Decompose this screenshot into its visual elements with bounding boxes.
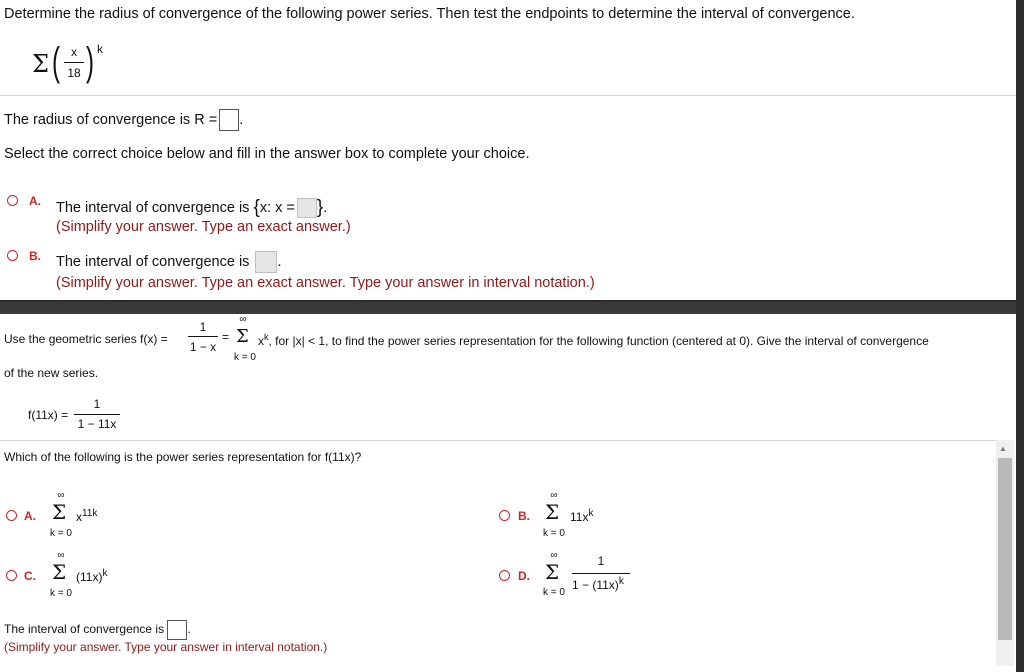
right-border	[1016, 0, 1024, 672]
option-b-text	[56, 251, 282, 273]
geo-x: x	[258, 334, 264, 348]
geo-for: , for	[268, 334, 290, 348]
choice-d-sigma: Σ	[545, 560, 560, 584]
func-denominator: 1 − 11x	[77, 417, 117, 431]
option-a-hint: (Simplify your answer. Type an exact answer.)	[56, 219, 351, 235]
geo-xk	[258, 332, 929, 348]
interval-period: .	[187, 622, 191, 637]
choice-d-top: ∞	[550, 550, 558, 561]
option-b-hint: (Simplify your answer. Type an exact answer. Type your answer in interval notation.)	[56, 275, 595, 291]
option-a-period: .	[323, 200, 328, 216]
geo-denominator: 1 − x	[189, 340, 217, 354]
choice-d-radio[interactable]	[499, 570, 510, 581]
option-a-text	[56, 197, 327, 219]
choice-b-sigma: Σ	[545, 500, 560, 524]
choice-c-letter: C.	[24, 569, 36, 583]
panel-gap	[0, 302, 1024, 314]
radius-label: The radius of convergence is R =	[4, 111, 218, 128]
radius-period: .	[239, 111, 244, 128]
separator	[0, 95, 1016, 96]
choice-a-base: x	[76, 510, 82, 524]
choice-c-exp: k	[102, 568, 108, 579]
choice-b-radio[interactable]	[499, 510, 510, 521]
series-exponent: k	[97, 42, 103, 56]
choice-b-top: ∞	[550, 490, 558, 501]
geo-sum-top: ∞	[239, 314, 247, 325]
option-a-answer-box[interactable]	[297, 198, 317, 218]
func-fraction-bar	[74, 414, 120, 415]
choice-a-exp: 11k	[82, 508, 98, 519]
choice-d-fraction-bar	[572, 573, 630, 574]
choice-c-top: ∞	[57, 550, 65, 561]
series-fraction-bar	[64, 62, 84, 63]
choice-c-sigma: Σ	[52, 560, 67, 584]
choice-d-bottom: k = 0	[543, 587, 565, 598]
choice-d-denominator	[572, 576, 624, 592]
choice-a-letter: A.	[24, 509, 36, 523]
func-label: f(11x) =	[28, 408, 69, 422]
choice-c-base: (11x)	[76, 570, 103, 584]
choice-c-term	[76, 568, 107, 584]
option-b-letter: B.	[29, 249, 41, 263]
option-b-radio[interactable]	[7, 250, 18, 261]
choice-a-term	[76, 508, 97, 524]
geo-sigma: Σ	[236, 326, 249, 347]
interval-hint: (Simplify your answer. Type your answer in interval notation.)	[4, 640, 328, 654]
choice-a-sigma: Σ	[52, 500, 67, 524]
right-paren: )	[86, 40, 94, 84]
func-numerator: 1	[93, 397, 101, 411]
radius-answer-box[interactable]	[219, 109, 239, 131]
interval-label: The interval of convergence is	[4, 622, 165, 637]
choice-c-radio[interactable]	[6, 570, 17, 581]
set-open-brace: {	[253, 197, 260, 218]
geo-intro-line2: of the new series.	[4, 366, 99, 380]
geo-intro-suffix: < 1, to find the power series representation for the following function (centered at 0). Give the interval of convergence	[308, 334, 929, 348]
interval-answer-box[interactable]	[167, 620, 187, 640]
choice-b-exp: k	[588, 508, 594, 519]
geo-numerator: 1	[199, 320, 207, 334]
series-denominator: 18	[67, 66, 81, 80]
geo-sum-bottom: k = 0	[234, 352, 256, 363]
choice-d-exp: k	[618, 576, 624, 587]
select-instruction: Select the correct choice below and fill in the answer box to complete your choice.	[4, 146, 530, 162]
geo-fraction-bar	[188, 336, 218, 337]
option-b-label: The interval of convergence is	[56, 253, 250, 270]
left-paren: (	[52, 40, 60, 84]
set-close-brace: }	[316, 197, 324, 218]
geo-exp: k	[264, 332, 269, 342]
option-b-answer-box[interactable]	[255, 251, 277, 273]
choice-a-top: ∞	[57, 490, 65, 501]
sigma-symbol: Σ	[32, 50, 49, 78]
separator-2	[0, 440, 996, 441]
choice-b-letter: B.	[518, 509, 530, 523]
scrollbar-thumb[interactable]	[998, 458, 1012, 640]
set-variable: x: x =	[259, 200, 295, 216]
choice-b-bottom: k = 0	[543, 528, 565, 539]
interval-line	[4, 620, 191, 640]
question-text: Which of the following is the power series representation for f(11x)?	[4, 450, 362, 464]
geo-intro-prefix: Use the geometric series f(x) =	[4, 332, 168, 346]
option-a-label: The interval of convergence is	[56, 200, 250, 216]
choice-d-numerator: 1	[597, 554, 605, 568]
choice-b-base: 11x	[570, 510, 589, 524]
choice-d-den-text: 1 − (11x)	[572, 578, 619, 592]
problem1-prompt: Determine the radius of convergence of the following power series. Then test the endpoints to determine the interval of convergence.	[4, 6, 855, 22]
radius-line	[4, 109, 243, 131]
option-a-radio[interactable]	[7, 195, 18, 206]
choice-a-radio[interactable]	[6, 510, 17, 521]
option-a-letter: A.	[29, 194, 41, 208]
geo-abs-x: |x|	[292, 334, 305, 348]
choice-c-bottom: k = 0	[50, 588, 72, 599]
option-b-period: .	[277, 253, 282, 270]
choice-d-letter: D.	[518, 569, 530, 583]
choice-b-term	[570, 508, 593, 524]
scroll-up-icon[interactable]: ▲	[999, 444, 1007, 453]
geo-equals: =	[222, 330, 230, 344]
choice-a-bottom: k = 0	[50, 528, 72, 539]
series-numerator: x	[71, 45, 77, 59]
